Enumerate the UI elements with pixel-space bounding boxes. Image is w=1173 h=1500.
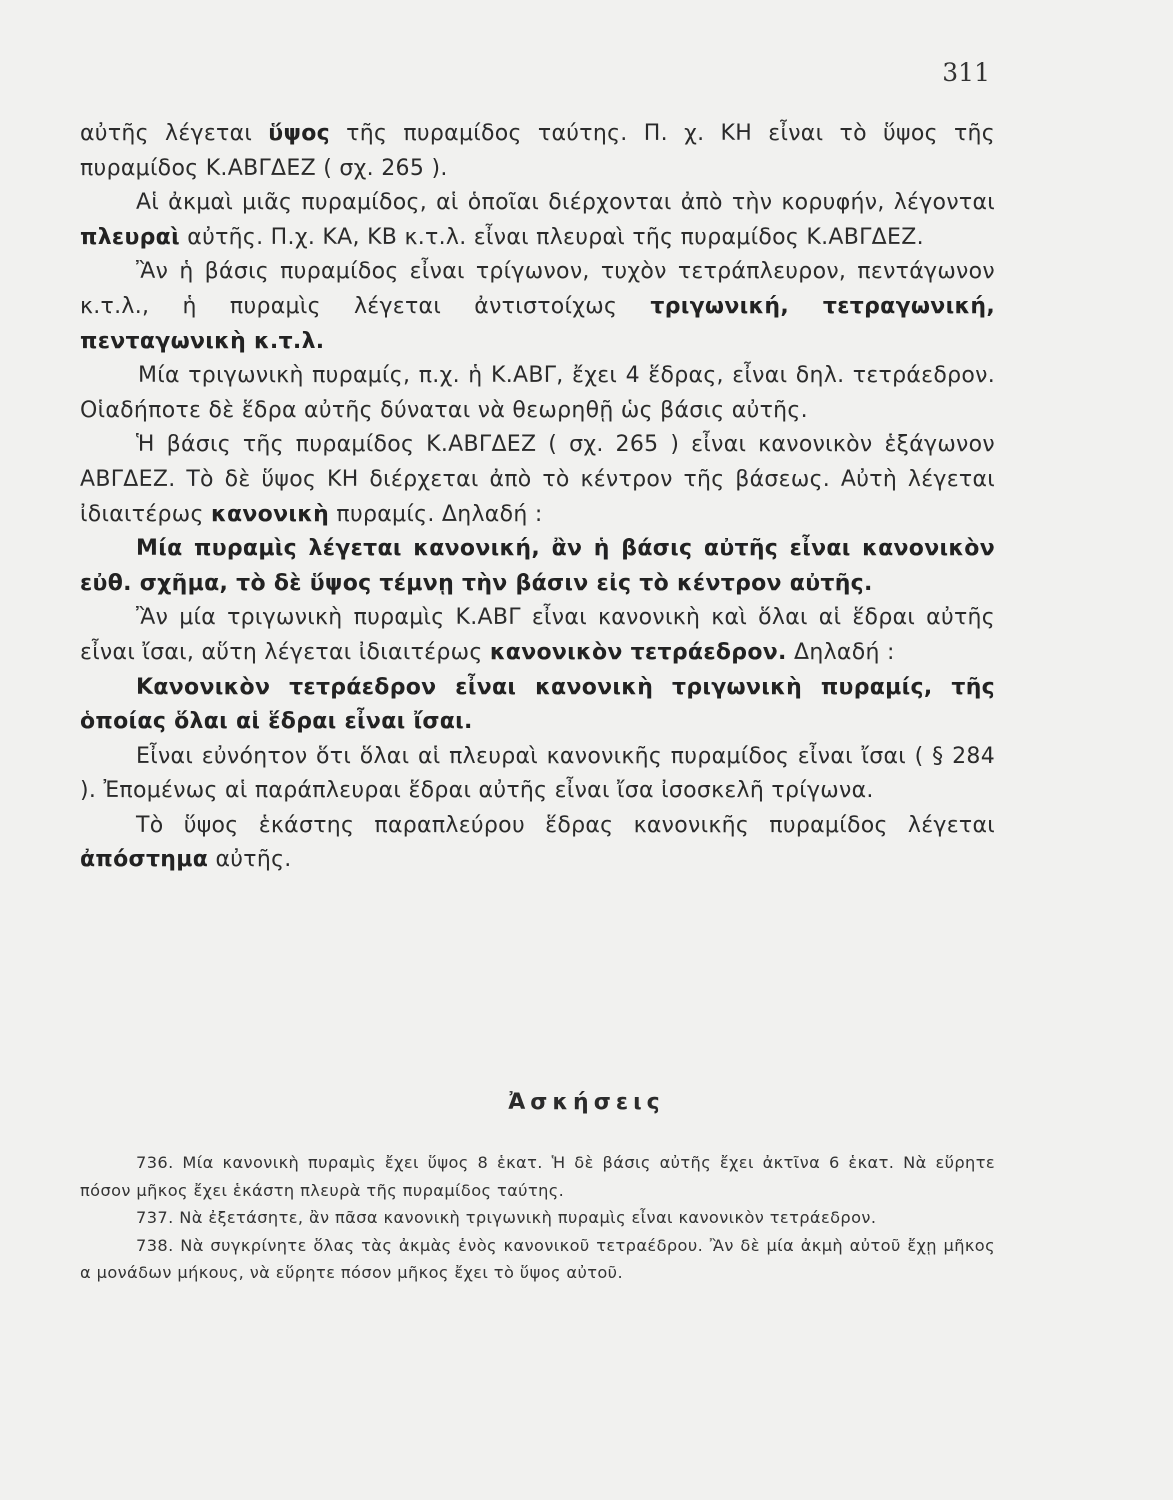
paragraph — [80, 601, 995, 670]
text-run: αὐτῆς. Π.χ. ΚΑ, ΚΒ κ.τ.λ. εἶναι πλευραὶ τῆς πυραμίδος Κ.ΑΒΓΔΕΖ. — [179, 224, 924, 250]
page-number: 311 — [942, 58, 990, 87]
section-heading: Ἀσκήσεις — [508, 1090, 665, 1115]
text-run: τῆς πυραμίδος ταύτης. Π. χ. ΚΗ εἶναι τὸ ὕψος τῆς πυραμίδος Κ.ΑΒΓΔΕΖ ( σχ. 265 ). — [80, 121, 995, 181]
paragraph — [80, 428, 995, 532]
paragraph — [80, 186, 995, 255]
text-run: Ἂν μία τριγωνικὴ πυραμὶς Κ.ΑΒΓ εἶναι κανονικὴ καὶ ὅλαι αἱ ἕδραι αὐτῆς εἶναι ἴσαι, αὕτη λέγεται ἰδιαιτέρως — [80, 605, 995, 665]
text-run: πυραμίς. Δηλαδή : — [329, 501, 543, 527]
exercise-item: 737. Νὰ ἐξετάσητε, ἂν πᾶσα κανονικὴ τριγωνικὴ πυραμὶς εἶναι κανονικὸν τετράεδρον. — [136, 1208, 877, 1227]
bold-term: κανονικὸν τετράεδρον. — [489, 639, 787, 665]
exercises-list — [80, 1149, 995, 1287]
paragraph — [80, 255, 995, 359]
text-run: Εἶναι εὐνόητον ὅτι ὅλαι αἱ πλευραὶ κανονικῆς πυραμίδος εἶναι ἴσαι ( § 284 ). Ἐπομένως αἱ παράπλευραι ἕδραι αὐτῆς εἶναι ἴσα ἰσοσκελῆ τρίγωνα. — [80, 743, 995, 804]
paragraph — [80, 809, 995, 878]
paragraph — [80, 117, 995, 186]
text-run: Δηλαδή : — [786, 639, 895, 665]
definition-text: Κανονικὸν τετράεδρον εἶναι κανονικὴ τριγωνικὴ πυραμίς, τῆς ὁποίας ὅλαι αἱ ἕδραι εἶναι ἴσαι. — [80, 674, 995, 735]
definition-paragraph — [80, 671, 995, 740]
definition-paragraph — [80, 532, 995, 601]
text-run: Ἂν ἡ βάσις πυραμίδος εἶναι τρίγωνον, τυχὸν τετράπλευρον, πεντάγωνον κ.τ.λ., ἡ πυραμὶς λέγεται ἀντιστοίχως — [80, 259, 995, 319]
bold-term: τριγωνική, τετραγωνική, πενταγωνικὴ κ.τ.λ. — [80, 293, 995, 354]
paragraph — [80, 359, 995, 428]
text-run: Τὸ ὕψος ἑκάστης παραπλεύρου ἕδρας κανονικῆς πυραμίδος λέγεται — [136, 812, 995, 838]
bold-term: ἀπόστημα — [80, 847, 209, 873]
body-text — [80, 117, 995, 878]
bold-term: κανονικὴ — [211, 501, 330, 527]
text-run: Αἱ ἀκμαὶ μιᾶς πυραμίδος, αἱ ὁποῖαι διέρχονται ἀπὸ τὴν κορυφήν, λέγονται — [136, 190, 995, 216]
text-run: Μία τριγωνικὴ πυραμίς, π.χ. ἡ Κ.ΑΒΓ, ἔχει 4 ἕδρας, εἶναι δηλ. τετράεδρον. Οἱαδήποτε δὲ ἕδρα αὐτῆς δύναται νὰ θεωρηθῇ ὡς βάσις αὐτῆς. — [80, 363, 995, 423]
text-run: Ἡ βάσις τῆς πυραμίδος Κ.ΑΒΓΔΕΖ ( σχ. 265 ) εἶναι κανονικὸν ἑξάγωνον ΑΒΓΔΕΖ. Τὸ δὲ ὕψος ΚΗ διέρχεται ἀπὸ τὸ κέντρον τῆς βάσεως. Αὐτὴ λέγεται ἰδιαιτέρως — [80, 432, 995, 527]
bold-term: πλευραὶ — [80, 224, 180, 250]
text-run: αὐτῆς. — [208, 847, 292, 873]
exercise-item: 738. Νὰ συγκρίνητε ὅλας τὰς ἀκμὰς ἑνὸς κανονικοῦ τετραέδρου. Ἂν δὲ μία ἀκμὴ αὐτοῦ ἔχῃ μῆκος α μονάδων μήκους, νὰ εὕρητε πόσον μῆκος ἔχει τὸ ὕψος αὐτοῦ. — [80, 1235, 995, 1282]
text-run: αὐτῆς λέγεται — [80, 121, 269, 146]
paragraph — [80, 740, 995, 809]
exercise-item: 736. Μία κανονικὴ πυραμὶς ἔχει ὕψος 8 ἑκατ. Ἡ δὲ βάσις αὐτῆς ἔχει ἀκτῖνα 6 ἑκατ. Νὰ εὕρητε πόσον μῆκος ἔχει ἑκάστη πλευρὰ τῆς πυραμίδος ταύτης. — [80, 1153, 995, 1200]
bold-term: ὕψος — [268, 121, 330, 146]
definition-text: Μία πυραμὶς λέγεται κανονική, ἂν ἡ βάσις αὐτῆς εἶναι κανονικὸν εὐθ. σχῆμα, τὸ δὲ ὕψος τέμνῃ τὴν βάσιν εἰς τὸ κέντρον αὐτῆς. — [80, 536, 995, 596]
